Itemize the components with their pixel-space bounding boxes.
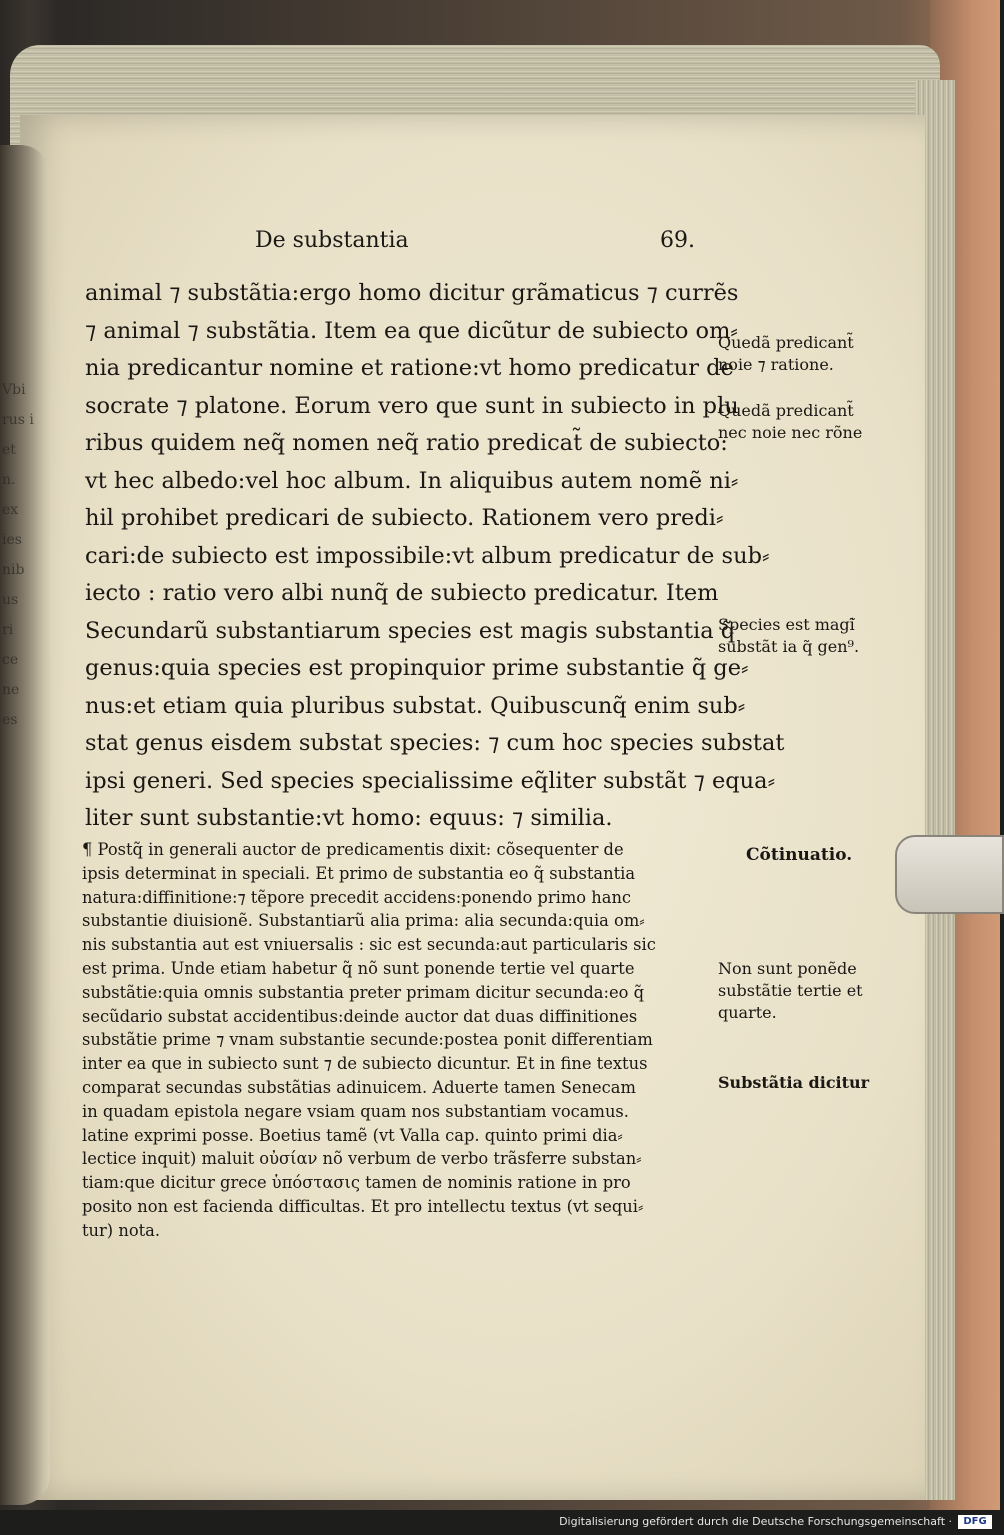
commentary-line: tiam:que dicitur grece ὑπόστασις tamen de nominis ratione in pro: [82, 1173, 631, 1193]
marginal-note-line: Substãtia dicitur: [718, 1073, 870, 1092]
facing-page-fragment: ri: [2, 622, 14, 638]
text-line: nia predicantur nomine et ratione:vt homo predicatur de: [85, 355, 734, 381]
facing-page-edge: [0, 145, 50, 1505]
facing-page-fragment: nib: [2, 562, 25, 578]
marginal-note-line: nec noie nec rõne: [718, 423, 863, 442]
commentary-line: nis substantia aut est vniuersalis : sic est secunda:aut particularis sic: [82, 935, 656, 955]
running-title: De substantia: [255, 228, 409, 253]
text-line: ⁊ animal ⁊ substãtia. Item ea que dicũtur de subiecto om⸗: [85, 317, 738, 344]
footer-bar: [0, 1510, 1000, 1535]
commentary-line: est prima. Unde etiam habetur q̃ nõ sunt ponende tertie vel quarte: [82, 958, 635, 978]
commentary-line: substãtie:quia omnis substantia preter primam dicitur secunda:eo q̃: [82, 982, 645, 1002]
text-line: animal ⁊ substãtia:ergo homo dicitur grãmaticus ⁊ currẽs: [85, 280, 739, 306]
marginal-note-line: Quedã predicant̃: [718, 333, 854, 352]
marginal-note-line: Non sunt ponẽde: [718, 959, 857, 978]
marginal-note-4: [746, 844, 931, 866]
text-line: stat genus eisdem substat species: ⁊ cum hoc species substat: [85, 730, 785, 756]
commentary-line: substãtie prime ⁊ vnam substantie secunde:postea ponit differentiam: [82, 1030, 653, 1050]
commentary-line: natura:diffinitione:⁊ tẽpore precedit accidens:ponendo primo hanc: [82, 887, 632, 907]
footer-credit: Digitalisierung gefördert durch die Deutsche Forschungsgemeinschaft ·: [559, 1515, 952, 1528]
commentary-line: secũdario substat accidentibus:deinde auctor dat duas diffinitiones: [82, 1006, 638, 1026]
marginal-note-line: noie ⁊ ratione.: [718, 355, 834, 374]
commentary-line: ipsis determinat in speciali. Et primo de substantia eo q̃ substantia: [82, 863, 636, 883]
text-line: nus:et etiam quia pluribus substat. Quibuscunq̃ enim sub⸗: [85, 692, 746, 719]
facing-page-fragment: Vbi: [2, 382, 26, 398]
marginal-note-line: Cõtinuatio.: [746, 845, 853, 865]
text-line: iecto : ratio vero albi nunq̃ de subiecto predicatur. Item: [85, 580, 719, 606]
dfg-logo: DFG: [958, 1515, 992, 1529]
facing-page-fragment: es: [2, 712, 18, 728]
text-line: ipsi generi. Sed species specialissime eq̃liter substãt ⁊ equa⸗: [85, 767, 776, 794]
commentary-line: lectice inquit) maluit οὐσίαν nõ verbum de verbo trãsferre substan⸗: [82, 1149, 642, 1169]
commentary-line: substantie diuisionẽ. Substantiarũ alia prima: alia secunda:quia om⸗: [82, 911, 645, 931]
facing-page-text: [2, 375, 42, 735]
text-line: genus:quia species est propinquior prime substantie q̃ ge⸗: [85, 655, 749, 681]
facing-page-fragment: us: [2, 592, 19, 608]
facing-page-fragment: et: [2, 442, 16, 458]
marginal-note-line: quarte.: [718, 1003, 777, 1022]
commentary-block: [82, 838, 702, 1243]
running-header: [255, 228, 695, 264]
commentary-line: tur) nota.: [82, 1220, 161, 1240]
marginal-note-line: substãt ia q̃ gen⁹.: [718, 637, 860, 656]
facing-page-fragment: ce: [2, 652, 19, 668]
page-number: 69.: [660, 228, 695, 253]
facing-page-fragment: ies: [2, 532, 22, 548]
text-line: Secundarũ substantiarum species est magis substantia q̃: [85, 617, 736, 644]
facing-page-fragment: ne: [2, 682, 20, 698]
marginal-note-line: Quedã predicant̃: [718, 401, 854, 420]
marginal-note-1: [718, 332, 903, 376]
marginal-note-6: [718, 1072, 903, 1094]
marginal-note-3: [718, 614, 903, 658]
marginal-note-line: substãtie tertie et: [718, 981, 863, 1000]
text-line: ribus quidem neq̃ nomen neq̃ ratio predicat̃ de subiecto:: [85, 430, 728, 456]
commentary-line: in quadam epistola negare vsiam quam nos substantiam vocamus.: [82, 1101, 629, 1121]
facing-page-fragment: ex: [2, 502, 19, 518]
commentary-line: posito non est facienda difficultas. Et pro intellectu textus (vt sequi⸗: [82, 1196, 644, 1216]
text-line: cari:de subiecto est impossibile:vt album predicatur de sub⸗: [85, 542, 770, 569]
text-line: liter sunt substantie:vt homo: equus: ⁊ similia.: [85, 805, 613, 831]
text-line: socrate ⁊ platone. Eorum vero que sunt in subiecto in plu: [85, 392, 739, 419]
text-line: vt hec albedo:vel hoc album. In aliquibus autem nomẽ ni⸗: [85, 467, 739, 494]
commentary-line: latine exprimi posse. Boetius tamẽ (vt Valla cap. quinto primi dia⸗: [82, 1125, 623, 1145]
commentary-line: ¶ Postq̃ in generali auctor de predicamentis dixit: cõsequenter de: [82, 840, 624, 859]
facing-page-fragment: n.: [2, 472, 16, 488]
marginal-note-2: [718, 400, 903, 444]
marginal-note-5: [718, 958, 903, 1024]
marginal-note-line: Species est magi̇̃: [718, 615, 855, 634]
commentary-line: inter ea que in subiecto sunt ⁊ de subiecto dicuntur. Et in fine textus: [82, 1054, 648, 1074]
facing-page-fragment: rus i: [2, 412, 34, 428]
commentary-line: comparat secundas substãtias adinuicem. Aduerte tamen Senecam: [82, 1077, 636, 1097]
text-line: hil prohibet predicari de subiecto. Rationem vero predi⸗: [85, 505, 724, 531]
